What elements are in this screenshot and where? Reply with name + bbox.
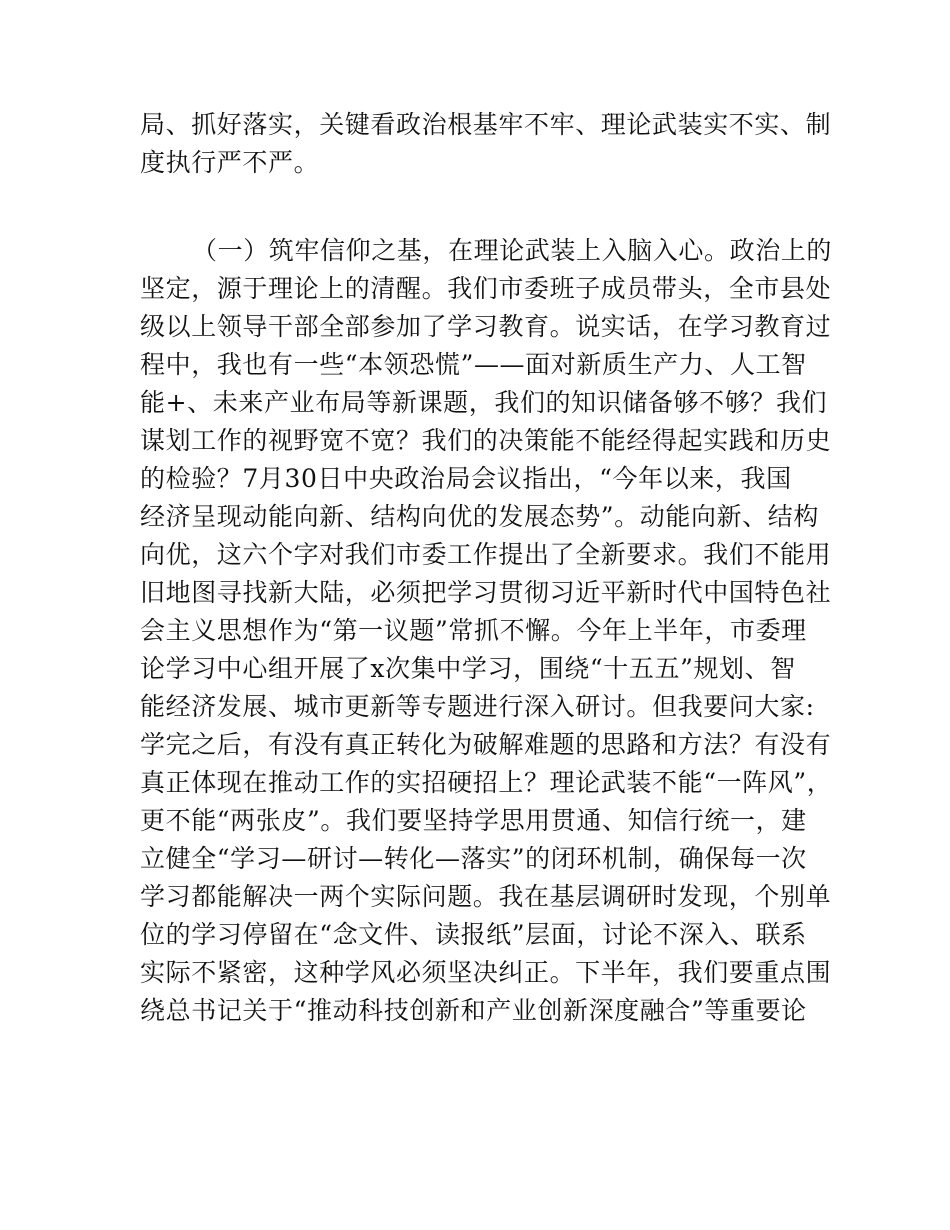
text-line: 经济呈现动能向新、结构向优的发展态势”。动能向新、结构	[140, 502, 819, 531]
text-line: 绕总书记关于“推动科技创新和产业创新深度融合”等重要论	[140, 996, 807, 1025]
paragraph-section-one	[140, 232, 833, 1030]
text-line: 论学习中心组开展了x次集中学习，围绕“十五五”规划、智	[140, 654, 796, 683]
text-line: 级以上领导干部全部参加了学习教育。说实话，在学习教育过	[140, 312, 832, 341]
text-line: 位的学习停留在“念文件、读报纸”层面，讨论不深入、联系	[140, 920, 807, 949]
text-line: 立健全“学习—研讨—转化—落实”的闭环机制，确保每一次	[140, 844, 807, 873]
text-line: 学习都能解决一两个实际问题。我在基层调研时发现，个别单	[140, 882, 832, 911]
text-line: 旧地图寻找新大陆，必须把学习贯彻习近平新时代中国特色社	[140, 578, 832, 607]
text-line: 的检验？7月30日中央政治局会议指出，“今年以来，我国	[140, 464, 792, 493]
text-line: 向优，这六个字对我们市委工作提出了全新要求。我们不能用	[140, 540, 832, 569]
text-line: 学完之后，有没有真正转化为破解难题的思路和方法？有没有	[140, 730, 832, 759]
text-line: 谋划工作的视野宽不宽？我们的决策能不能经得起实践和历史	[140, 426, 832, 455]
text-line: 会主义思想作为“第一议题”常抓不懈。今年上半年，市委理	[140, 616, 807, 645]
text-line: 坚定，源于理论上的清醒。我们市委班子成员带头，全市县处	[140, 274, 832, 303]
text-line: 实际不紧密，这种学风必须坚决纠正。下半年，我们要重点围	[140, 958, 832, 987]
text-line: 程中，我也有一些“本领恐慌”——面对新质生产力、人工智	[140, 350, 807, 379]
text-line: 能+、未来产业布局等新课题，我们的知识储备够不够？我们	[140, 388, 828, 417]
section-heading-line: （一）筑牢信仰之基，在理论武装上入脑入心。政治上的	[192, 236, 833, 265]
text-line: 更不能“两张皮”。我们要坚持学思用贯通、知信行统一，建	[140, 806, 807, 835]
text-line: 局、抓好落实，关键看政治根基牢不牢、理论武装实不实、制	[140, 110, 832, 139]
text-line: 度执行严不严。	[140, 148, 320, 177]
text-line: 能经济发展、城市更新等专题进行深入研讨。但我要问大家:	[140, 692, 815, 721]
paragraph-continuation	[140, 106, 830, 182]
text-line: 真正体现在推动工作的实招硬招上？理论武装不能“一阵风”，	[140, 768, 833, 797]
